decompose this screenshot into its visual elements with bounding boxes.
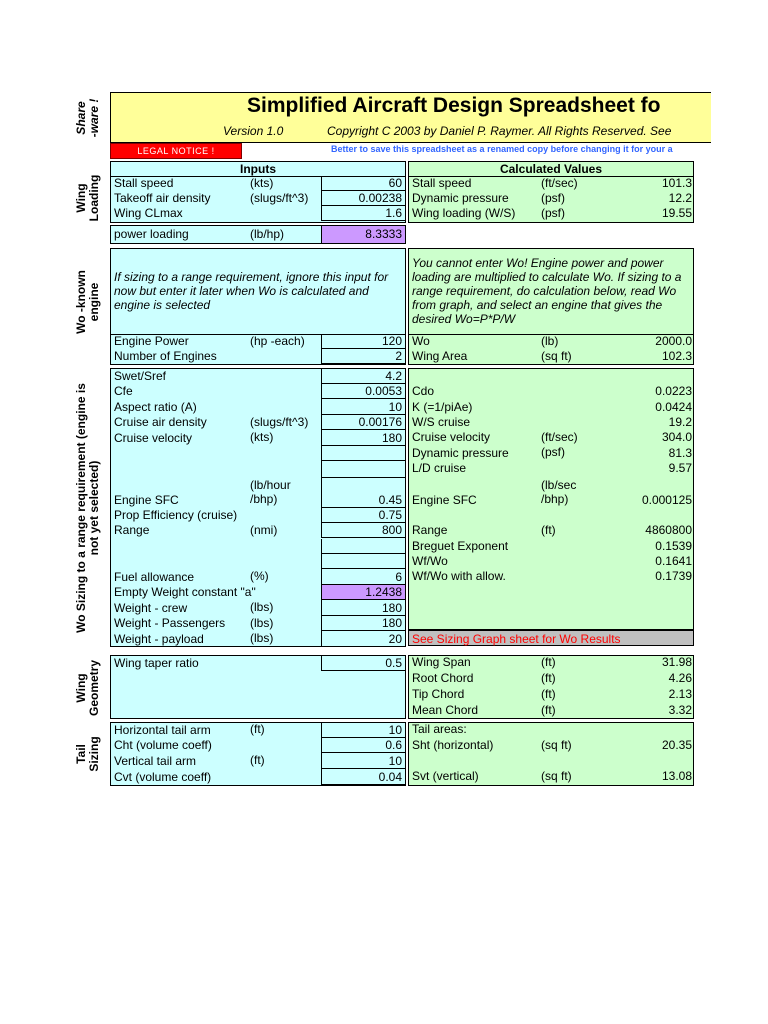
spreadsheet-header: [110, 92, 711, 143]
input-unit: (ft): [250, 753, 265, 767]
empty-input-cell[interactable]: [321, 554, 406, 569]
calc-value: 101.3: [661, 176, 692, 190]
input-label: Swet/Sref: [114, 369, 167, 383]
calc-value: 20.35: [661, 738, 692, 752]
calc-value: 4.26: [668, 671, 692, 685]
calc-unit: (psf): [541, 206, 565, 220]
calc-label: Wf/Wo with allow.: [412, 569, 506, 583]
input-label: Vertical tail arm: [114, 754, 197, 768]
calc-unit: (ft/sec): [541, 430, 578, 444]
value-input[interactable]: 1.6: [321, 206, 406, 221]
input-unit: (lbs): [250, 616, 274, 630]
value-input[interactable]: 60: [321, 176, 406, 191]
calc-label: Mean Chord: [412, 703, 479, 717]
value-input[interactable]: 0.0053: [321, 384, 406, 399]
page-title: Simplified Aircraft Design Spreadsheet fo: [247, 94, 661, 117]
input-label: Number of Engines: [114, 349, 217, 363]
calc-unit: (psf): [541, 445, 565, 459]
input-label: Wing CLmax: [114, 206, 183, 220]
calc-label: Wf/Wo: [412, 554, 448, 568]
calc-label: L/D cruise: [412, 461, 467, 475]
calc-label: Engine SFC: [412, 493, 477, 507]
value-input[interactable]: 0.00238: [321, 191, 406, 206]
input-unit: (slugs/ft^3): [250, 191, 309, 205]
empty-input-cell[interactable]: [321, 445, 406, 461]
calc-unit: (sq ft): [541, 349, 572, 363]
calc-label: Tip Chord: [412, 687, 465, 701]
input-unit: (kts): [250, 176, 274, 190]
calc-value: 4860800: [645, 523, 692, 537]
calc-label: Breguet Exponent: [412, 539, 509, 553]
input-label: Prop Efficiency (cruise): [114, 508, 238, 522]
input-label: Cruise velocity: [114, 431, 193, 445]
value-input[interactable]: 1.2438: [321, 585, 406, 600]
input-unit: (slugs/ft^3): [250, 415, 309, 429]
value-input[interactable]: 10: [321, 399, 406, 415]
side-label-share: Share -ware !: [74, 98, 101, 138]
calc-unit: (ft): [541, 655, 556, 669]
value-input[interactable]: 10: [321, 753, 406, 769]
power-loading-input[interactable]: 8.3333: [321, 225, 406, 244]
input-label: Weight - Passengers: [114, 616, 226, 630]
input-label: Fuel allowance: [114, 570, 195, 584]
input-label: Empty Weight constant "a": [114, 585, 256, 599]
empty-input-cell[interactable]: [321, 539, 406, 554]
input-unit: (kts): [250, 430, 274, 444]
value-input[interactable]: 0.5: [321, 655, 406, 671]
calc-label: Cruise velocity: [412, 430, 491, 444]
input-label: Stall speed: [114, 176, 174, 190]
input-unit: (hp -each): [250, 334, 305, 348]
inputs-header: Inputs: [240, 162, 276, 176]
save-note: Better to save this spreadsheet as a renamed copy before changing it for your a: [331, 144, 673, 154]
calc-value: 304.0: [661, 430, 692, 444]
calc-label: Sht (horizontal): [412, 738, 494, 752]
copyright-label: Copyright C 2003 by Daniel P. Raymer. All Rights Reserved. See: [327, 124, 672, 138]
calc-value: 9.57: [668, 461, 692, 475]
value-input[interactable]: 180: [321, 600, 406, 616]
calc-unit: (psf): [541, 191, 565, 205]
value-input[interactable]: 4.2: [321, 368, 406, 384]
input-label: Cruise air density: [114, 415, 207, 429]
input-label: Cfe: [114, 384, 133, 398]
input-label: Engine SFC: [114, 493, 179, 507]
calc-value: 0.000125: [641, 493, 692, 507]
calc-value: 12.2: [668, 191, 692, 205]
input-label: Cht (volume coeff): [114, 738, 212, 752]
side-label-tail-sizing: Tail Sizing: [74, 736, 101, 772]
calc-value: 19.2: [668, 415, 692, 429]
calc-value: 31.98: [661, 655, 692, 669]
calc-label: Dynamic pressure: [412, 191, 509, 205]
input-label: Weight - crew: [114, 601, 188, 615]
calc-unit: (ft): [541, 671, 556, 685]
input-label: Horizontal tail arm: [114, 723, 211, 737]
calc-label: W/S cruise: [412, 415, 471, 429]
input-label: Takeoff air density: [114, 191, 211, 205]
value-input[interactable]: 20: [321, 631, 406, 647]
calc-unit: (ft/sec): [541, 176, 578, 190]
input-unit: (lbs): [250, 631, 274, 645]
input-label: Engine Power: [114, 334, 189, 348]
calc-label: Wing loading (W/S): [412, 206, 516, 220]
calc-value: 19.55: [661, 206, 692, 220]
calc-label: Range: [412, 523, 448, 537]
value-input[interactable]: 2: [321, 349, 406, 364]
calc-label: Tail areas:: [412, 722, 467, 736]
calc-label: Wing Area: [412, 349, 468, 363]
input-label: Weight - payload: [114, 632, 204, 646]
side-label-wing-loading: Wing Loading: [74, 174, 101, 222]
value-input[interactable]: 10: [321, 722, 406, 738]
value-input[interactable]: 120: [321, 334, 406, 349]
input-label: Range: [114, 523, 150, 537]
calc-label: Svt (vertical): [412, 769, 479, 783]
calc-unit: (ft): [541, 703, 556, 717]
value-input[interactable]: 0.6: [321, 738, 406, 753]
calc-label: Dynamic pressure: [412, 446, 509, 460]
calc-value: 13.08: [661, 769, 692, 783]
input-unit: (lbs): [250, 600, 274, 614]
calc-label: Root Chord: [412, 671, 474, 685]
value-input[interactable]: 800: [321, 523, 406, 538]
side-label-wing-geometry: Wing Geometry: [74, 659, 101, 717]
calc-value: 0.1641: [655, 554, 692, 568]
side-label-wo-known: Wo -known engine: [74, 270, 101, 334]
calc-value: 3.32: [668, 703, 692, 717]
input-unit: (%): [250, 569, 269, 583]
calc-unit: (sq ft): [541, 769, 572, 783]
value-input[interactable]: 0.00176: [321, 415, 406, 430]
legal-notice-button[interactable]: LEGAL NOTICE !: [110, 143, 242, 159]
calc-note: You cannot enter Wo! Engine power and power loading are multiplied to calculate Wo. If sizing to a range requirement, do calculation below, read Wo from graph, and select an engine that gives the desired Wo=P*P/W: [412, 256, 682, 326]
power-loading-unit: (lb/hp): [250, 227, 285, 241]
calc-value: 0.1739: [655, 569, 692, 583]
input-label: Aspect ratio (A): [114, 400, 197, 414]
value-input[interactable]: 180: [321, 430, 406, 446]
calc-label: Wo: [412, 334, 430, 348]
calc-value: 0.0424: [655, 400, 692, 414]
calc-value: 81.3: [668, 446, 692, 460]
calc-value: 0.1539: [655, 539, 692, 553]
value-input[interactable]: 6: [321, 569, 406, 585]
side-label-wo-sizing: Wo Sizing to a range requirement (engine is not yet selected): [74, 383, 101, 633]
calc-unit: (lb): [541, 334, 559, 348]
value-input[interactable]: 180: [321, 616, 406, 631]
input-unit: (lb/hour /bhp): [250, 478, 291, 506]
calc-label: Cdo: [412, 384, 435, 398]
calc-label: K (=1/piAe): [412, 400, 473, 414]
calc-unit: (ft): [541, 687, 556, 701]
calc-label: Stall speed: [412, 176, 472, 190]
value-input[interactable]: 0.04: [321, 769, 406, 785]
calc-unit: (lb/sec /bhp): [541, 478, 577, 506]
input-unit: (ft): [250, 722, 265, 736]
calc-value: 2000.0: [655, 334, 692, 348]
calc-value: 2.13: [668, 687, 692, 701]
calc-label: Wing Span: [412, 655, 471, 669]
power-loading-label: power loading: [114, 227, 189, 241]
empty-input-cell[interactable]: [321, 461, 406, 478]
calculated-header: Calculated Values: [499, 162, 603, 176]
value-input[interactable]: 0.45: [321, 478, 406, 508]
input-note: If sizing to a range requirement, ignore this input for now but enter it later when Wo is calculated and engine is selected: [114, 270, 389, 312]
calc-value: 0.0223: [655, 384, 692, 398]
sizing-graph-link[interactable]: See Sizing Graph sheet for Wo Results: [408, 630, 694, 646]
input-unit: (nmi): [250, 523, 278, 537]
calc-unit: (ft): [541, 523, 556, 537]
input-label: Cvt (volume coeff): [114, 770, 212, 784]
calc-unit: (sq ft): [541, 738, 572, 752]
input-label: Wing taper ratio: [114, 656, 199, 670]
version-label: Version 1.0: [223, 124, 284, 138]
value-input[interactable]: 0.75: [321, 508, 406, 523]
calc-value: 102.3: [661, 349, 692, 363]
